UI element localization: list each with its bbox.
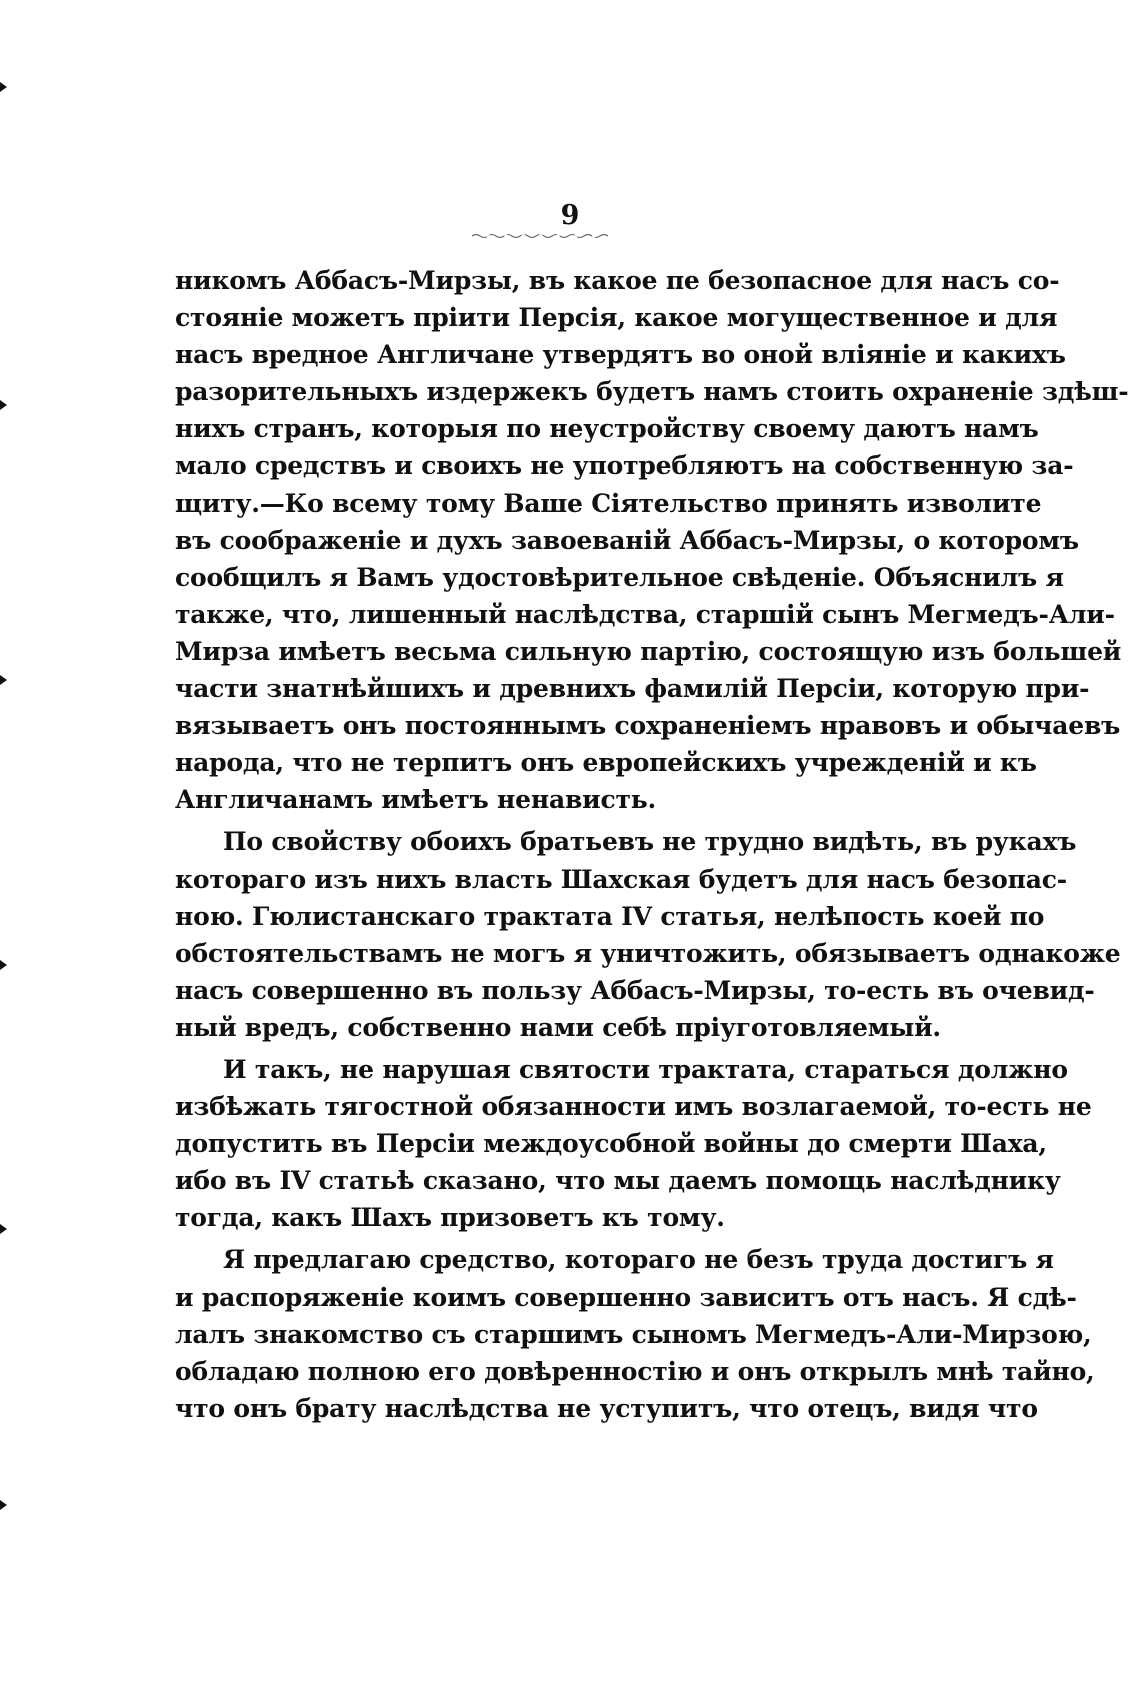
text-line: обладаю полною его довѣренностію и онъ открылъ мнѣ тайно, [175,1356,1095,1386]
text-line: ною. Гюлистанскаго трактата IV статья, нелѣпость коей по [175,901,1045,931]
text-line: Англичанамъ имѣетъ ненависть. [175,785,657,815]
text-line: По свойству обоихъ братьевъ не трудно видѣть, въ рукахъ [223,827,1077,857]
margin-mark [0,1500,7,1510]
text-line: И такъ, не нарушая святости трактата, стараться должно [223,1054,1068,1084]
text-line: избѣжать тягостной обязанности имъ возлагаемой, то-есть не [175,1092,1092,1122]
text-line: насъ вредное Англичане утвердятъ во оной вліяніе и какихъ [175,340,1066,370]
text-line: и распоряженіе коимъ совершенно зависитъ отъ насъ. Я сдѣ- [175,1282,1077,1312]
text-line: сообщилъ я Вамъ удостовѣрительное свѣденіе. Объяснилъ я [175,562,1064,592]
paragraph [175,823,1121,1046]
text-line: стояніе можетъ пріити Персія, какое могущественное и для [175,303,1058,333]
text-line: Я предлагаю средство, котораго не безъ труда достигъ я [223,1245,1054,1275]
text-line: обстоятельствамъ не могъ я уничтожить, обязываетъ однакоже [175,938,1121,968]
text-line: части знатнѣйшихъ и древнихъ фамилій Персіи, которую при- [175,674,1090,704]
text-line: что онъ брату наслѣдства не уступитъ, что отецъ, видя что [175,1393,1038,1423]
margin-mark [0,400,7,410]
text-line: Мирза имѣетъ весьма сильную партію, состоящую изъ большей [175,636,1122,666]
margin-mark [0,1224,7,1234]
margin-mark [0,675,7,685]
paragraph [175,1051,1092,1236]
text-line: допустить въ Персіи междоусобной войны до смерти Шаха, [175,1129,1047,1159]
text-line: мало средствъ и своихъ не употребляютъ на собственную за- [175,451,1074,481]
margin-mark [0,82,7,92]
text-line: тогда, какъ Шахъ призоветъ къ тому. [175,1203,725,1233]
body-text [175,262,1129,1427]
text-line: въ соображеніе и духъ завоеваній Аббасъ-Мирзы, о которомъ [175,525,1079,555]
text-line: ный вредъ, собственно нами себѣ пріуготовляемый. [175,1012,941,1042]
text-line: никомъ Аббасъ-Мирзы, въ какое пе безопасное для насъ со- [175,266,1060,295]
paragraph [175,262,1129,818]
text-line: лалъ знакомство съ старшимъ сыномъ Мегмедъ-Али-Мирзою, [175,1319,1092,1349]
text-line: щиту.—Ко всему тому Ваше Сіятельство принять изволите [175,488,1042,518]
margin-mark [0,960,7,970]
text-line: народа, что не терпитъ онъ европейскихъ учрежденій и къ [175,748,1037,778]
text-line: также, что, лишенный наслѣдства, старшій сынъ Мегмедъ-Али- [175,599,1115,629]
text-line: вязываетъ онъ постояннымъ сохраненіемъ нравовъ и обычаевъ [175,711,1121,741]
text-line: ибо въ IV статьѣ сказано, что мы даемъ помощь наслѣднику [175,1166,1061,1196]
text-line: нихъ странъ, которыя по неустройству своему даютъ намъ [175,414,1039,444]
text-line: разорительныхъ издержекъ будетъ намъ стоить охраненіе здѣш- [175,377,1129,407]
page-number: 9 [560,200,580,231]
paragraph [175,1241,1095,1426]
text-line: котораго изъ нихъ власть Шахская будетъ для насъ безопас- [175,864,1067,894]
folio-ornament [470,232,610,240]
text-line: насъ совершенно въ пользу Аббасъ-Мирзы, то-есть въ очевид- [175,975,1095,1005]
